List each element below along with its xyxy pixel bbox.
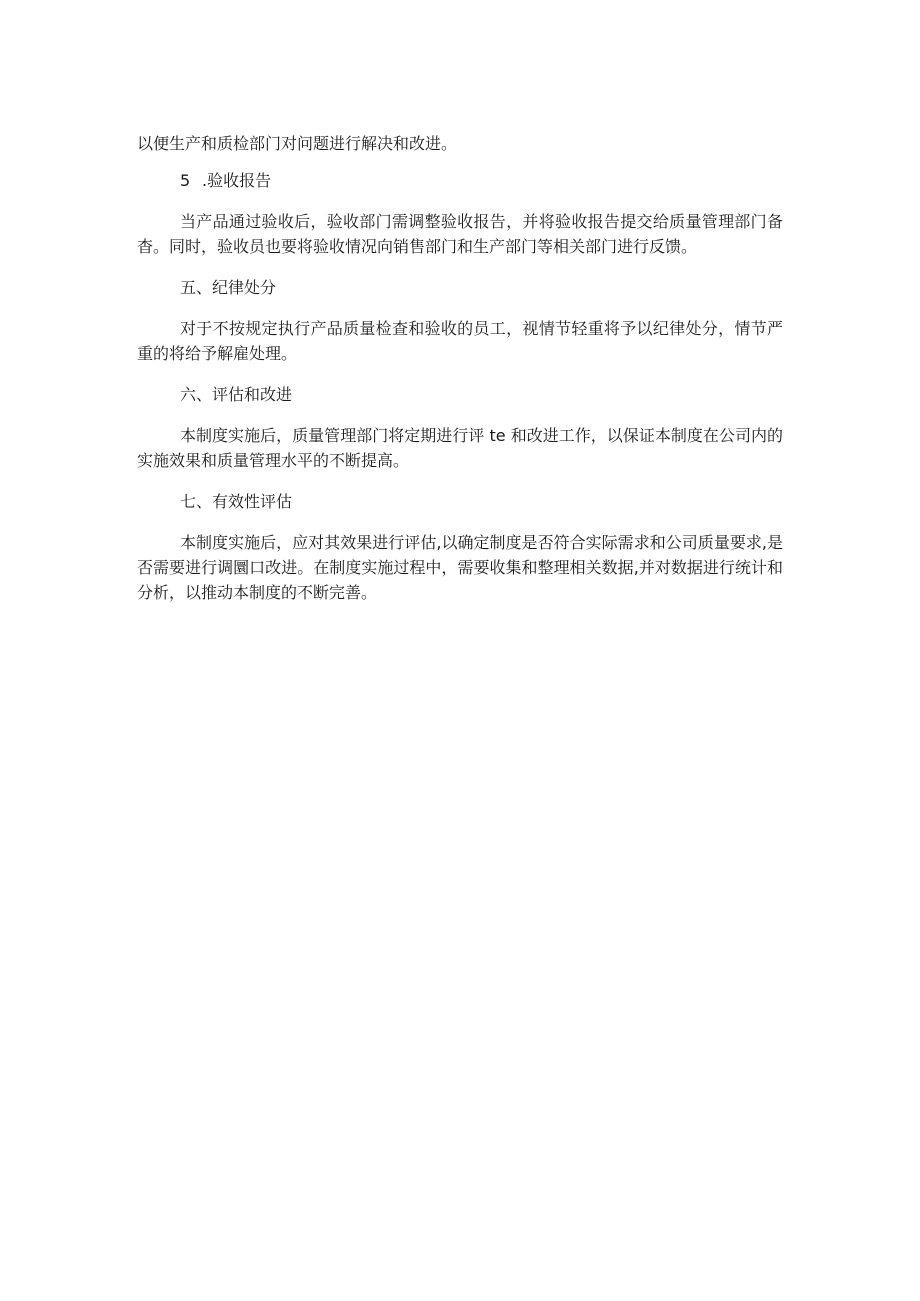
spacer: [137, 156, 783, 168]
section-heading-effectiveness: 七、有效性评估: [180, 492, 293, 511]
spacer: [137, 407, 783, 423]
section-heading-discipline: 五、纪律处分: [180, 278, 277, 297]
spacer: [137, 473, 783, 489]
spacer: [137, 193, 783, 209]
spacer: [137, 514, 783, 530]
spacer: [137, 366, 783, 382]
section-heading-acceptance-report: [137, 168, 783, 193]
section-heading-evaluation: 六、评估和改进: [180, 385, 293, 404]
paragraph-continuation: 以便生产和质检部门对问题进行解决和改进。: [137, 134, 458, 153]
paragraph-evaluation: 本制度实施后，质量管理部门将定期进行评 te 和改进工作，以保证本制度在公司内的实施效果和质量管理水平的不断提高。: [137, 426, 783, 470]
spacer: [137, 259, 783, 275]
section-title: .验收报告: [202, 171, 272, 190]
document-body: [137, 131, 783, 605]
spacer: [137, 300, 783, 316]
paragraph-acceptance-report: 当产品通过验收后，验收部门需调整验收报告，并将验收报告提交给质量管理部门备杳。同时，验收员也要将验收情况向销售部门和生产部门等相关部门进行反馈。: [137, 212, 783, 256]
paragraph-effectiveness: 本制度实施后，应对其效果进行评估,以确定制度是否符合实际需求和公司质量要求,是否需要进行调圜口改进。在制度实施过程中，需要收集和整理相关数据,并对数据进行统计和分析，以推动本制度的不断完善。: [137, 533, 783, 602]
section-number: 5: [180, 171, 191, 190]
paragraph-discipline: 对于不按规定执行产品质量检查和验收的员工，视情节轻重将予以纪律处分，情节严重的将给予解雇处理。: [137, 319, 783, 363]
